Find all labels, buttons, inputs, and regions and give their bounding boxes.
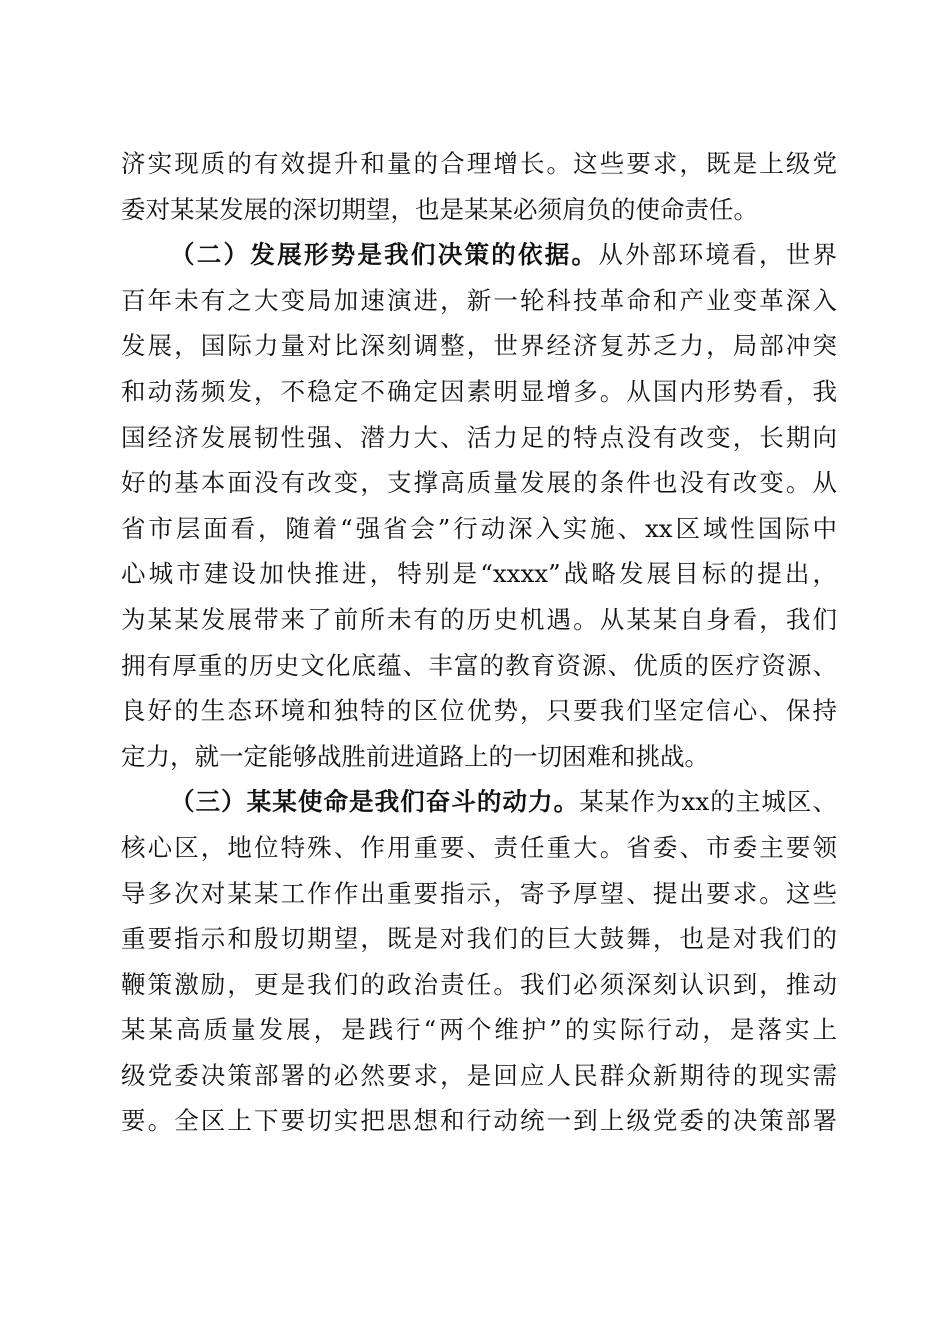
text-line: [121, 779, 837, 825]
text-line: 定力，就一定能够战胜前进道路上的一切困难和挑战。: [121, 741, 709, 771]
text-line: 和动荡频发，不稳定不确定因素明显增多。从国内形势看，我: [121, 376, 837, 406]
text-run: 从外部环境看，世界: [598, 240, 838, 270]
text-line: 良好的生态环境和独特的区位优势，只要我们坚定信心、保持: [121, 696, 837, 726]
text-line: 委对某某发展的深切期望，也是某某必须肩负的使命责任。: [121, 194, 758, 224]
text-line: 为某某发展带来了前所未有的历史机遇。从某某自身看，我们: [121, 604, 837, 634]
text-line: 省市层面看，随着“强省会”行动深入实施、xx区域性国际中: [121, 513, 837, 543]
text-line: 要。全区上下要切实把思想和行动统一到上级党委的决策部署: [121, 1106, 837, 1136]
paragraph-section-2: [121, 232, 837, 779]
text-line: [121, 232, 837, 278]
paragraph-section-3: [121, 779, 837, 1144]
section-heading: （二）发展形势是我们决策的依据。: [170, 240, 599, 270]
text-line: 导多次对某某工作作出重要指示，寄予厚望、提出要求。这些: [121, 878, 837, 908]
text-line: 好的基本面没有改变，支撑高质量发展的条件也没有改变。从: [121, 468, 837, 498]
text-line: 百年未有之大变局加速演进，新一轮科技革命和产业变革深入: [121, 285, 837, 315]
text-line: 核心区，地位特殊、作用重要、责任重大。省委、市委主要领: [121, 832, 837, 862]
text-line: 级党委决策部署的必然要求，是回应人民群众新期待的现实需: [121, 1060, 837, 1090]
text-line: 心城市建设加快推进，特别是“xxxx”战略发展目标的提出，: [121, 559, 837, 589]
text-line: 国经济发展韧性强、潜力大、活力足的特点没有改变，长期向: [121, 422, 837, 452]
section-heading: （三）某某使命是我们奋斗的动力。: [170, 787, 580, 817]
text-line: 发展，国际力量对比深刻调整，世界经济复苏乏力，局部冲突: [121, 331, 837, 361]
text-line: 拥有厚重的历史文化底蕴、丰富的教育资源、优质的医疗资源、: [121, 650, 837, 680]
text-line: 济实现质的有效提升和量的合理增长。这些要求，既是上级党: [121, 149, 837, 178]
paragraph-continuation: [121, 141, 837, 232]
document-body: [121, 141, 837, 1144]
text-line: 鞭策激励，更是我们的政治责任。我们必须深刻认识到，推动: [121, 969, 837, 999]
text-run: 某某作为xx的主城区、: [579, 787, 838, 817]
text-line: 重要指示和殷切期望，既是对我们的巨大鼓舞，也是对我们的: [121, 924, 837, 954]
text-line: 某某高质量发展，是践行“两个维护”的实际行动，是落实上: [121, 1015, 837, 1045]
